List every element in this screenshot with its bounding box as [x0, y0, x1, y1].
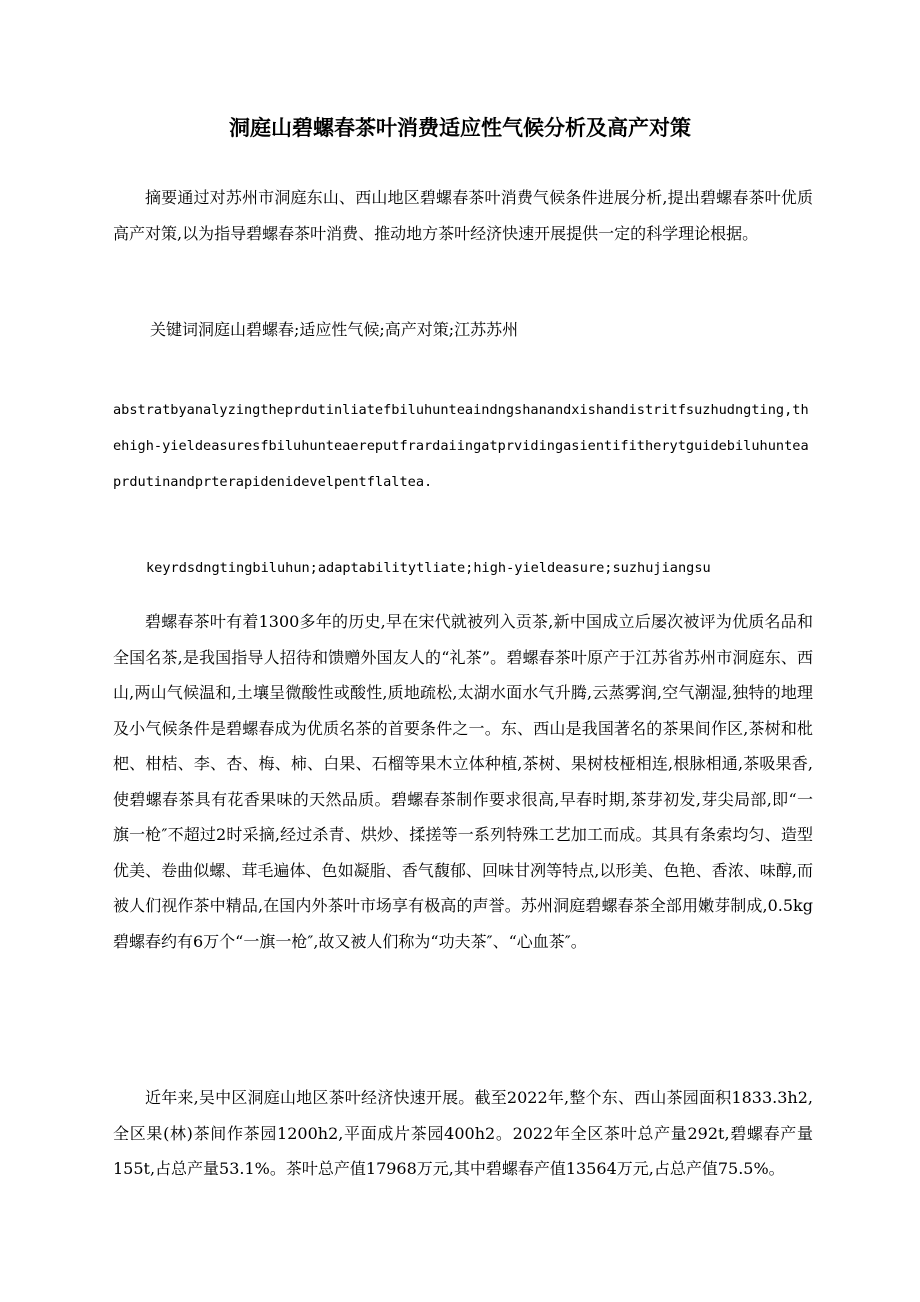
body-paragraph-1: 碧螺春茶叶有着1300多年的历史,早在宋代就被列入贡茶,新中国成立后屡次被评为优质名品和全国名茶,是我国指导人招待和馈赠外国友人的“礼茶”。碧螺春茶叶原产于江苏省苏州市洞庭东、西山,两山气候温和,土壤呈微酸性或酸性,质地疏松,太湖水面水气升腾,云蒸雾润,空气潮湿,独特的地理及小气候条件是碧螺春成为优质名茶的首要条件之一。东、西山是我国著名的茶果间作区,茶树和枇杷、柑桔、李、杏、梅、柿、白果、石榴等果木立体种植,茶树、果树枝桠相连,根脉相通,茶吸果香,使碧螺春茶具有花香果味的天然品质。碧螺春茶制作要求很高,早春时期,茶芽初发,芽尖局部,即“一旗一枪″不超过2时采摘,经过杀青、烘炒、揉搓等一系列特殊工艺加工而成。其具有条索均匀、造型优美、卷曲似螺、茸毛遍体、色如凝脂、香气馥郁、回味甘冽等特点,以形美、色艳、香浓、味醇,而被人们视作茶中精品,在国内外茶叶市场享有极高的声誉。苏州洞庭碧螺春茶全部用嫩芽制成,0.5kg碧螺春约有6万个“一旗一枪″,故又被人们称为“功夫茶″、“心血茶″。: [113, 612, 813, 951]
english-keywords: keyrdsdngtingbiluhun;adaptabilitytliate;high-yieldeasure;suzhujiangsu: [146, 560, 711, 576]
chinese-keywords: 关键词洞庭山碧螺春;适应性气候;高产对策;江苏苏州: [150, 320, 519, 339]
english-abstract: abstratbyanalyzingtheprdutinliatefbiluhunteaindngshanandxishandistritfsuzhudngting,thehigh-yieldeasuresfbiluhunteaereputfrardaiingatprvidingasientifitherytguidebiluhunteaprdutinandprterapidenidevelpentflaltea.: [113, 402, 809, 490]
body-paragraph-2: 近年来,吴中区洞庭山地区茶叶经济快速开展。截至2022年,整个东、西山茶园面积1833.3h2,全区果(林)茶间作茶园1200h2,平面成片茶园400h2。2022年全区茶叶总产量292t,碧螺春产量155t,占总产量53.1%。茶叶总产值17968万元,其中碧螺春产值13564万元,占总产值75.5%。: [113, 1088, 813, 1178]
chinese-abstract: 摘要通过对苏州市洞庭东山、西山地区碧螺春茶叶消费气候条件进展分析,提出碧螺春茶叶优质高产对策,以为指导碧螺春茶叶消费、推动地方茶叶经济快速开展提供一定的科学理论根据。: [113, 188, 813, 243]
document-title: 洞庭山碧螺春茶叶消费适应性气候分析及高产对策: [229, 115, 691, 140]
